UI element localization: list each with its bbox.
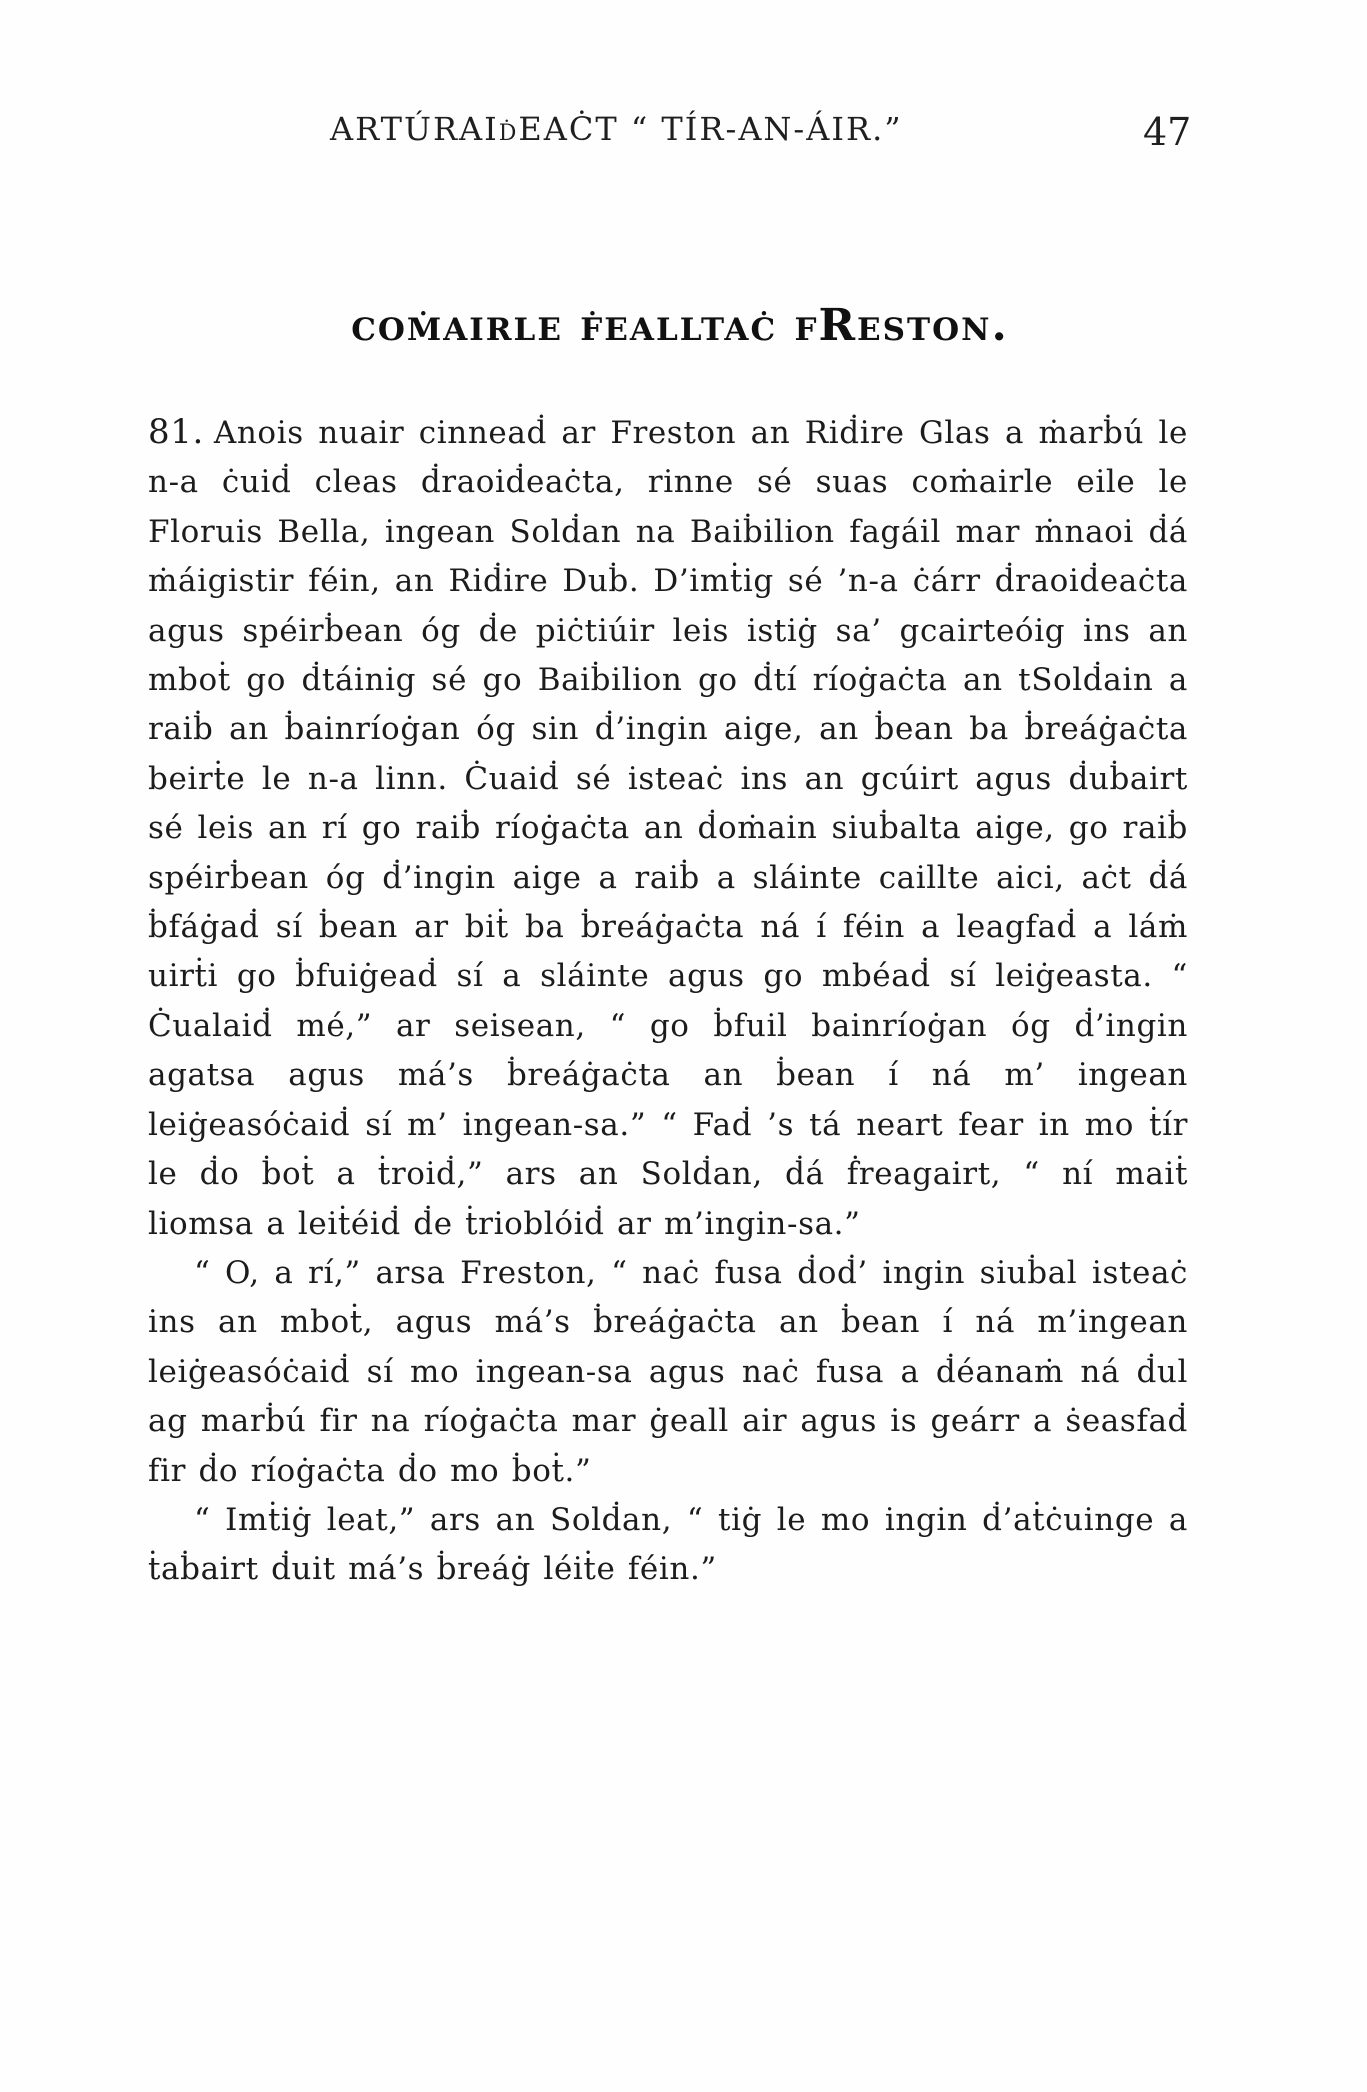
chapter-title: coṁairle ḟealltaċ fReston. <box>351 300 1009 351</box>
paragraph: “ O, a rí,” arsa Freston, “ naċ fusa ḋoḋ’ ingin siuḃal isteaċ ins an mboṫ, agus má’s ḃreáġaċta an ḃean í ná m’ingean leiġeasóċaiḋ sí mo ingean-sa agus naċ fusa a ḋéanaṁ ná ḋul ag marḃú fir na ríoġaċta mar ġeall air agus is geárr a ṡeasfaḋ fir ḋo ríoġaċta ḋo mo ḃoṫ.” <box>148 1254 1188 1489</box>
section-number: 81. <box>148 412 204 452</box>
body-text <box>148 408 1188 1595</box>
paragraph-81 <box>148 408 1188 1249</box>
paragraph: “ Imṫiġ leat,” ars an Solḋan, “ tiġ le mo ingin ḋ’aṫċuinge a ṫaḃairt ḋuit má’s ḃreáġ léiṫe féin.” <box>148 1501 1188 1588</box>
running-head: ARTÚRAIḋEAĊT “ TÍR-AN-ÁIR.” <box>330 110 903 148</box>
paragraph-text: Anois nuair cinneaḋ ar Freston an Riḋire Glas a ṁarḃú le n-a ċuiḋ cleas ḋraoiḋeaċta, rinne sé suas coṁairle eile le Floruis Bella, ingean Solḋan na Baiḃilion fagáil mar ṁnaoi ḋá ṁáigistir féin, an Riḋire Duḃ. D’imṫig sé ’n-a ċárr ḋraoiḋeaċta agus spéirḃean óg ḋe piċtiúir leis istiġ sa’ gcairteóig ins an mboṫ go ḋtáinig sé go Baiḃilion go ḋtí ríoġaċta an tSolḋain a raiḃ an ḃainríoġan óg sin ḋ’ingin aige, an ḃean ba ḃreáġaċta beirṫe le n-a linn. Ċuaiḋ sé isteaċ ins an gcúirt agus ḋuḃairt sé leis an rí go raiḃ ríoġaċta an ḋoṁain siuḃalta aige, go raiḃ spéirḃean óg ḋ’ingin aige a raiḃ a sláinte caillte aici, aċt ḋá ḃfáġaḋ sí ḃean ar biṫ ba ḃreáġaċta ná í féin a leagfaḋ a láṁ uirṫi go ḃfuiġeaḋ sí a sláinte agus go mbéaḋ sí leiġeasta. “ Ċualaiḋ mé,” ar seisean, “ go ḃfuil bainríoġan óg ḋ’ingin agatsa agus má’s ḃreáġaċta an ḃean í ná m’ ingean leiġeasóċaiḋ sí m’ ingean-sa.” “ Faḋ ’s tá neart fear in mo ṫír le ḋo ḃoṫ a ṫroiḋ,” ars an Solḋan, ḋá ḟreagairt, “ ní maiṫ liomsa a leiṫéiḋ ḋe ṫrioblóiḋ ar m’ingin-sa.” <box>148 415 1188 1242</box>
page-number: 47 <box>1143 110 1192 154</box>
